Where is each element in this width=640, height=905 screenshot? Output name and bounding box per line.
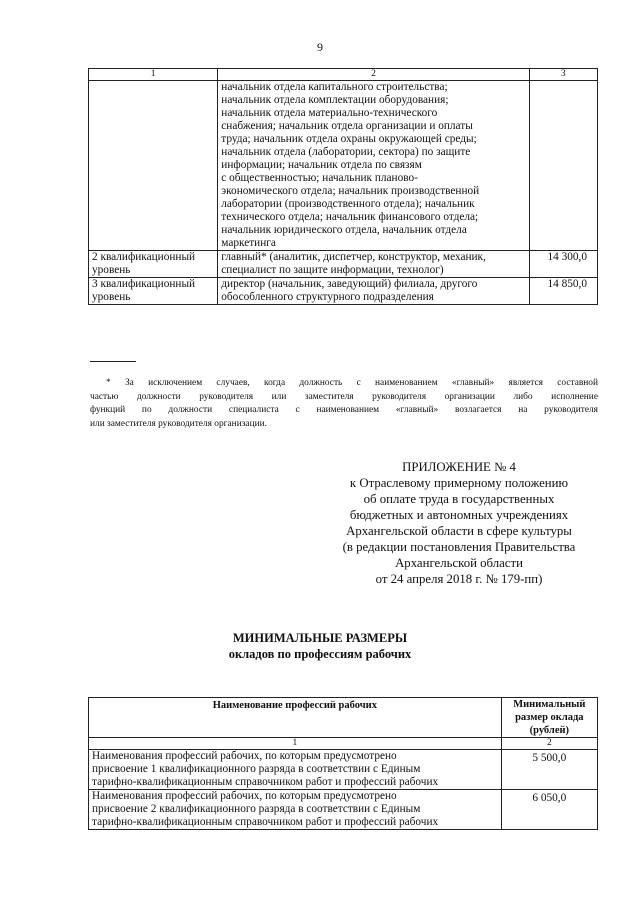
appendix-line: Архангельской области в сфере культуры [346, 524, 572, 538]
text-line: специалист по защите информации, технолог) [221, 264, 444, 276]
text-line: Наименования профессий рабочих, по которым предусмотрено [92, 750, 397, 762]
footnote-line: частью должности руководителя или заместителя руководителя организации либо исполнение [90, 391, 598, 402]
column-number-3: 3 [529, 69, 597, 81]
column-number-2: 2 [501, 738, 597, 750]
text-line: технического отдела; начальник финансового отдела; [221, 211, 479, 223]
document-title [0, 630, 640, 662]
text-line: размер оклада [515, 712, 584, 723]
appendix-line: бюджетных и автономных учреждениях [349, 508, 569, 522]
text-line: директор (начальник, заведующий) филиала, другого [221, 278, 478, 290]
table-cell-level [89, 81, 218, 251]
appendix-line: от 24 апреля 2018 г. № 179-пп) [375, 572, 543, 586]
text-line: снабжения; начальник отдела организации и оплаты [221, 120, 473, 132]
column-number-1: 1 [89, 69, 218, 81]
footnote-divider [90, 361, 136, 362]
table-cell-salary: 14 300,0 [529, 251, 597, 278]
table-row [89, 750, 598, 790]
table-header-row [89, 698, 598, 738]
text-line: лаборатории (производственного отдела); начальник [221, 198, 475, 210]
table-cell-positions [218, 278, 529, 305]
text-line: тарифно-квалификационным справочником работ и профессий рабочих [92, 776, 439, 788]
column-number-1: 1 [89, 738, 502, 750]
text-line: 2 квалификационный [92, 251, 196, 263]
text-line: маркетинга [221, 237, 276, 249]
table-cell-level [89, 278, 218, 305]
table-row [89, 790, 598, 830]
text-line: начальник отдела капитального строительства; [221, 81, 448, 93]
table-row [89, 251, 598, 278]
appendix-line: ПРИЛОЖЕНИЕ № 4 [402, 460, 516, 474]
header-min-salary [501, 698, 597, 738]
text-line: труда; начальник отдела охраны окружающей среды; [221, 133, 477, 145]
table-cell-positions [218, 81, 529, 251]
subtitle-line: окладов по профессиям рабочих [228, 647, 412, 661]
table-row [89, 81, 598, 251]
text-line: 3 квалификационный [92, 278, 196, 290]
table-cell-positions [218, 251, 529, 278]
appendix-line: (в редакции постановления Правительства [342, 540, 576, 554]
table-column-numbers [89, 738, 598, 750]
footnote-line: функций по должности специалиста с наименованием «главный» возлагается на руководителя [90, 405, 598, 415]
page-number: 9 [317, 40, 323, 54]
text-line: обособленного структурного подразделения [221, 291, 434, 303]
table-column-numbers [89, 69, 598, 81]
text-line: (рублей) [529, 725, 570, 736]
table-row [89, 278, 598, 305]
appendix-header [318, 459, 600, 587]
title-line: МИНИМАЛЬНЫЕ РАЗМЕРЫ [232, 631, 408, 645]
appendix-line: к Отраслевому примерному положению [349, 476, 569, 490]
table-cell-salary: 14 850,0 [529, 278, 597, 305]
table-cell-profession [89, 750, 502, 790]
text-line: экономического отдела; начальник производственной [221, 185, 480, 197]
footnote-line: или заместителя руководителя организации. [90, 418, 267, 429]
footnote-line: * За исключением случаев, когда должность с наименованием «главный» является составной [106, 378, 598, 388]
table-cell-salary: 5 500,0 [501, 750, 597, 790]
table-cell-salary [529, 81, 597, 251]
footnote [90, 377, 598, 431]
text-line: начальник отдела комплектации оборудования; [221, 94, 449, 106]
appendix-line: об оплате труда в государственных [363, 492, 555, 506]
text-line: главный* (аналитик, диспетчер, конструктор, механик, [221, 251, 486, 263]
text-line: Наименования профессий рабочих, по которым предусмотрено [92, 790, 397, 802]
text-line: начальник отдела материально-технического [221, 107, 438, 119]
salary-table-workers [88, 697, 598, 830]
table-cell-salary: 6 050,0 [501, 790, 597, 830]
appendix-line: Архангельской области [395, 556, 523, 570]
text-line: начальник отдела (лаборатории, сектора) по защите [221, 146, 471, 158]
text-line: Минимальный [513, 699, 586, 710]
header-profession-name: Наименование профессий рабочих [89, 698, 502, 738]
column-number-2: 2 [218, 69, 529, 81]
text-line: информации; начальник отдела по связям [221, 159, 422, 171]
text-line: начальник юридического отдела, начальник отдела [221, 224, 467, 236]
text-line: уровень [92, 264, 131, 276]
text-line: уровень [92, 291, 131, 303]
text-line: присвоение 2 квалификационного разряда в соответствии с Единым [92, 803, 421, 815]
text-line: с общественностью; начальник планово- [221, 172, 418, 184]
salary-table-positions [88, 68, 598, 305]
table-cell-level [89, 251, 218, 278]
table-cell-profession [89, 790, 502, 830]
text-line: тарифно-квалификационным справочником работ и профессий рабочих [92, 816, 439, 828]
text-line: присвоение 1 квалификационного разряда в соответствии с Единым [92, 763, 421, 775]
